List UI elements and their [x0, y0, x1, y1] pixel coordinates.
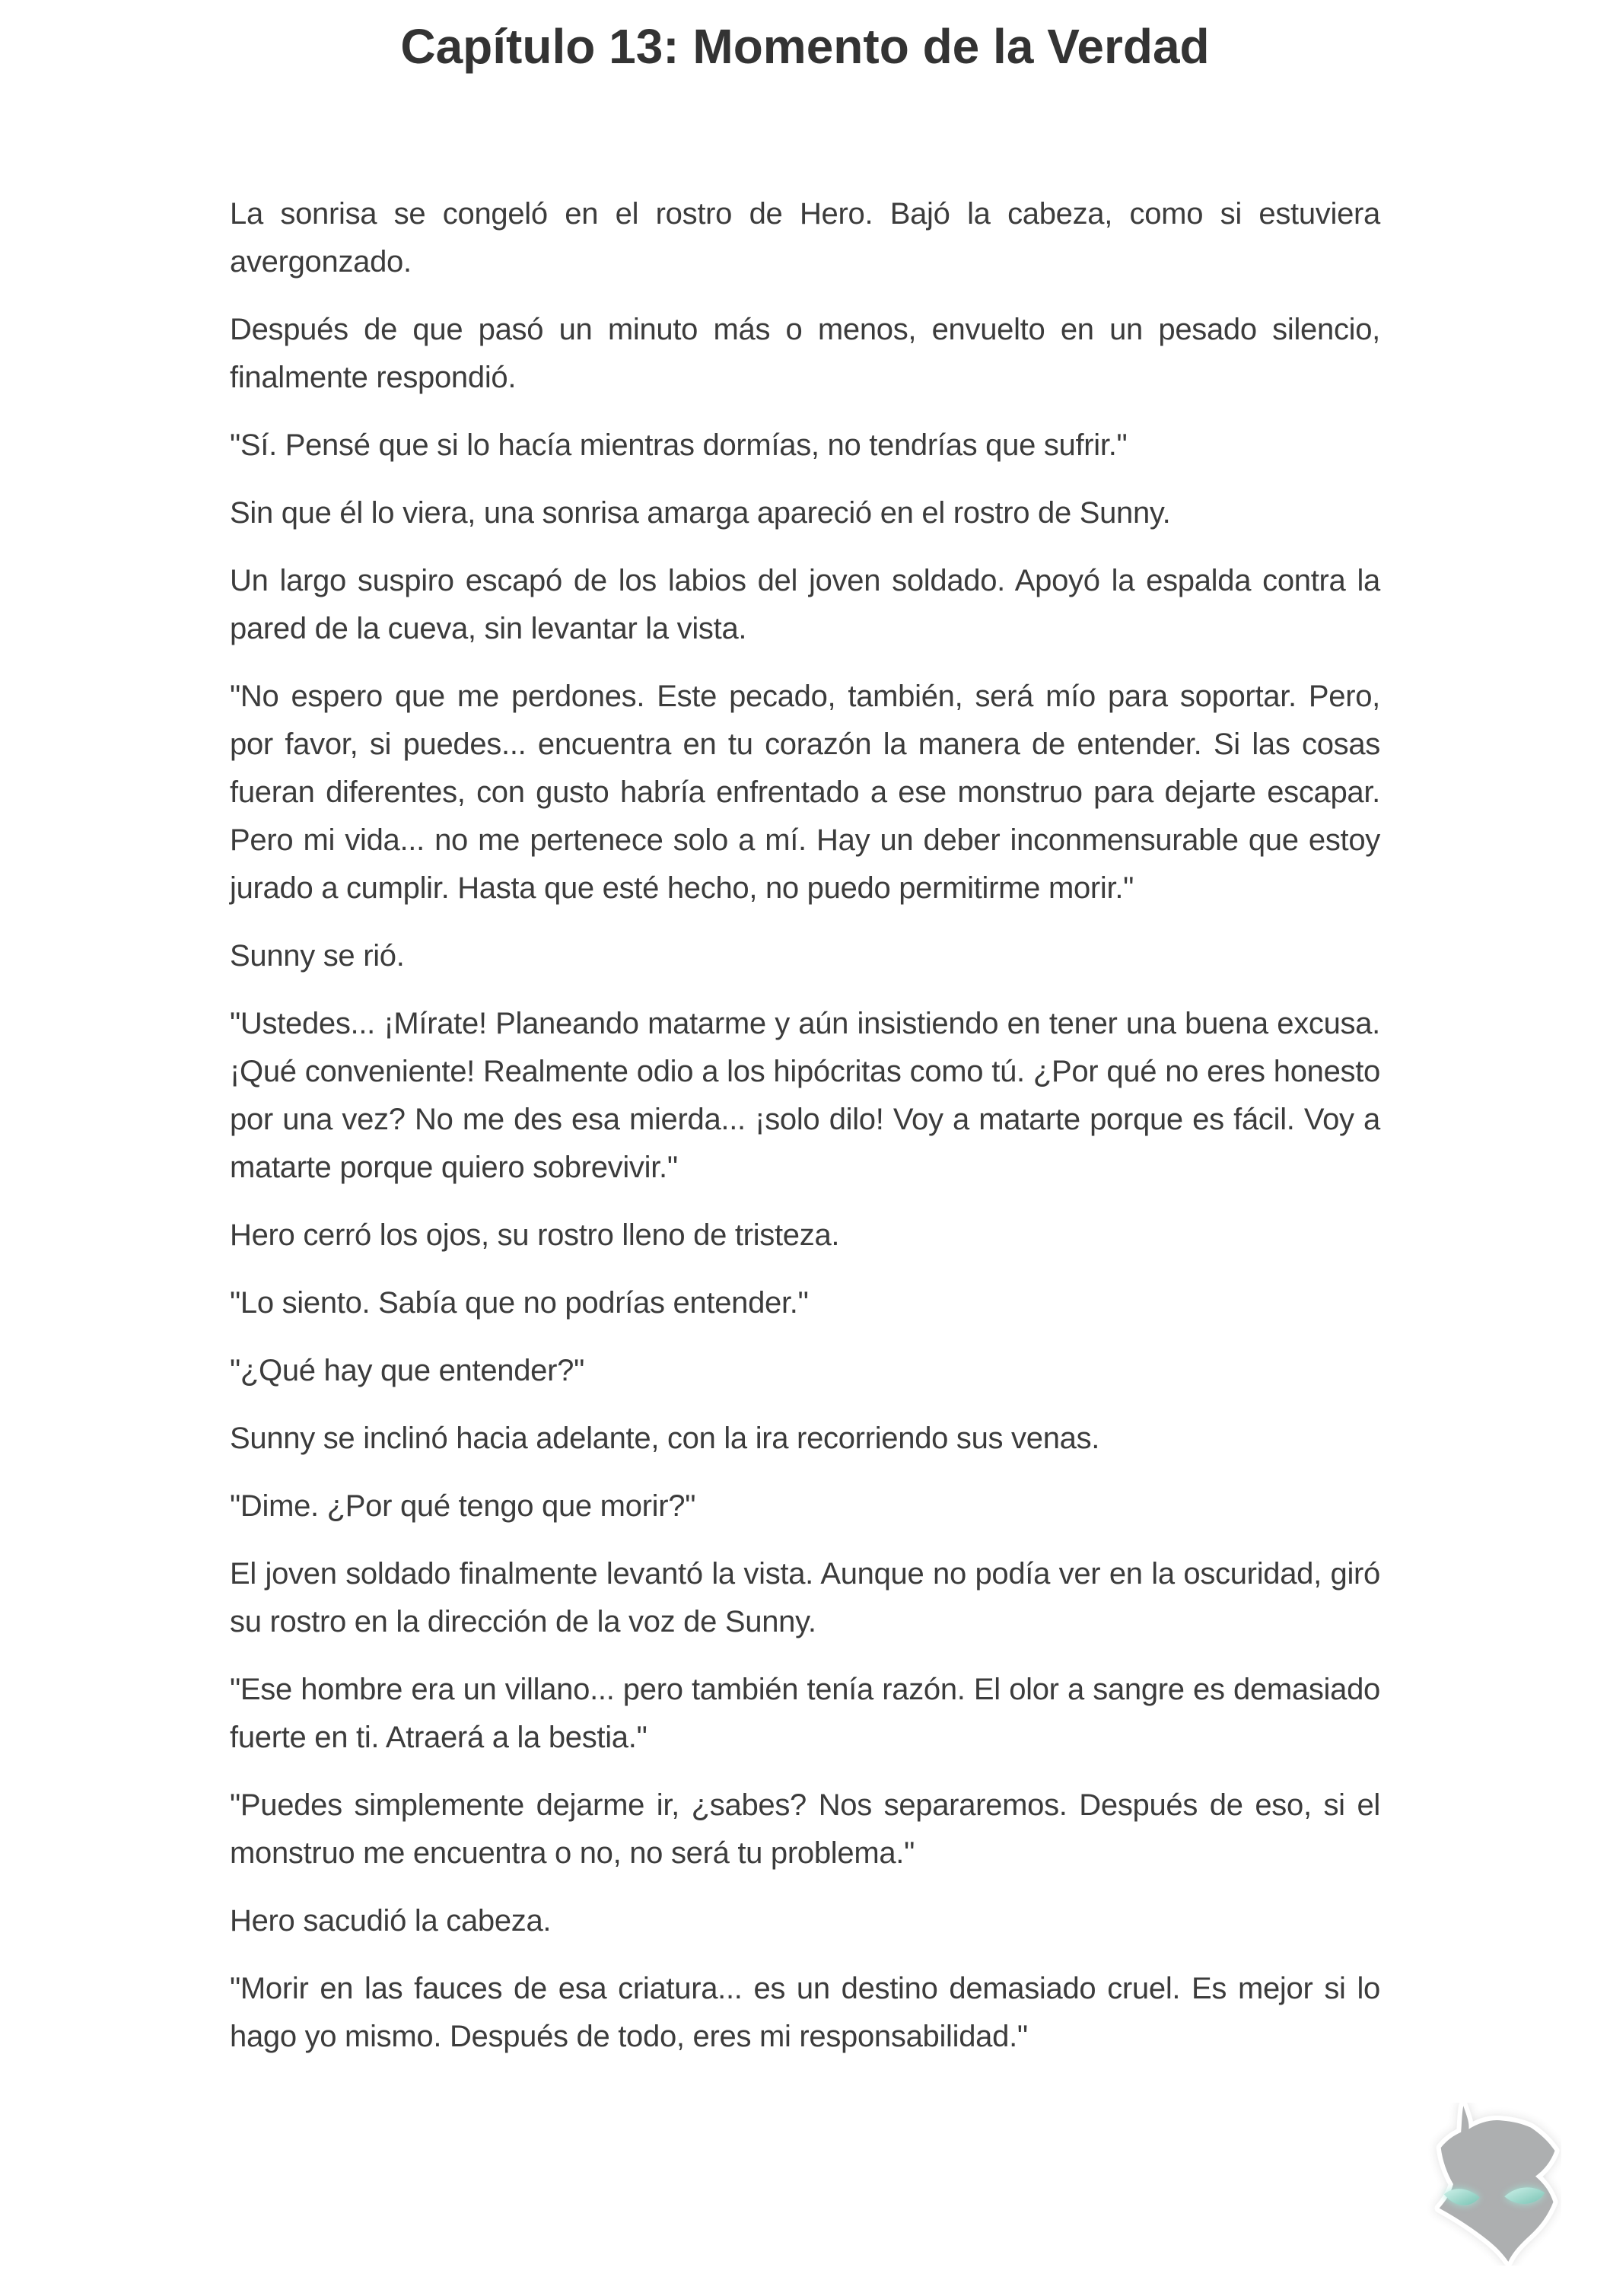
paragraph: Hero cerró los ojos, su rostro lleno de tristeza.: [230, 1218, 840, 1252]
paragraph: La sonrisa se congeló en el rostro de Hero. Bajó la cabeza, como si estuviera avergonzado.: [230, 197, 1380, 279]
paragraph: "Puedes simplemente dejarme ir, ¿sabes? Nos separaremos. Después de eso, si el monstruo me encuentra o no, no será tu problema.": [230, 1788, 1380, 1870]
paragraph: Después de que pasó un minuto más o menos, envuelto en un pesado silencio, finalmente respondió.: [230, 313, 1380, 394]
paragraph: Un largo suspiro escapó de los labios del joven soldado. Apoyó la espalda contra la pared de la cueva, sin levantar la vista.: [230, 564, 1380, 645]
paragraph: "Ustedes... ¡Mírate! Planeando matarme y aún insistiendo en tener una buena excusa. ¡Qué conveniente! Realmente odio a los hipócritas como tú. ¿Por qué no eres honesto por una vez? No me des esa mierda... ¡solo dilo! Voy a matarte porque es fácil. Voy a matarte porque quiero sobrevivir.": [230, 1007, 1380, 1184]
paragraph: "Dime. ¿Por qué tengo que morir?": [230, 1489, 696, 1523]
chapter-page: [0, 18, 1610, 2296]
demon-head-silhouette: [1440, 2106, 1555, 2262]
demon-head-icon: [1427, 2103, 1561, 2266]
chapter-body: [230, 190, 1380, 2061]
paragraph: "Sí. Pensé que si lo hacía mientras dormías, no tendrías que sufrir.": [230, 428, 1128, 462]
paragraph: Sunny se inclinó hacia adelante, con la ira recorriendo sus venas.: [230, 1422, 1100, 1455]
site-watermark-logo: [1427, 2103, 1561, 2266]
paragraph: "No espero que me perdones. Este pecado, también, será mío para soportar. Pero, por favor, si puedes... encuentra en tu corazón la manera de entender. Si las cosas fueran diferentes, con gusto habría enfrentado a ese monstruo para dejarte escapar. Pero mi vida... no me pertenece solo a mí. Hay un deber inconmensurable que estoy jurado a cumplir. Hasta que esté hecho, no puedo permitirme morir.": [230, 680, 1380, 905]
paragraph: Sin que él lo viera, una sonrisa amarga apareció en el rostro de Sunny.: [230, 496, 1171, 530]
paragraph: El joven soldado finalmente levantó la vista. Aunque no podía ver en la oscuridad, giró su rostro en la dirección de la voz de Sunny.: [230, 1557, 1380, 1638]
chapter-title: Capítulo 13: Momento de la Verdad: [400, 19, 1210, 74]
paragraph: "Ese hombre era un villano... pero también tenía razón. El olor a sangre es demasiado fuerte en ti. Atraerá a la bestia.": [230, 1673, 1380, 1754]
paragraph: "Morir en las fauces de esa criatura... es un destino demasiado cruel. Es mejor si lo hago yo mismo. Después de todo, eres mi responsabilidad.": [230, 1972, 1380, 2053]
paragraph: Sunny se rió.: [230, 939, 405, 973]
paragraph: Hero sacudió la cabeza.: [230, 1904, 552, 1938]
paragraph: "Lo siento. Sabía que no podrías entender.": [230, 1286, 809, 1320]
paragraph: "¿Qué hay que entender?": [230, 1354, 584, 1387]
